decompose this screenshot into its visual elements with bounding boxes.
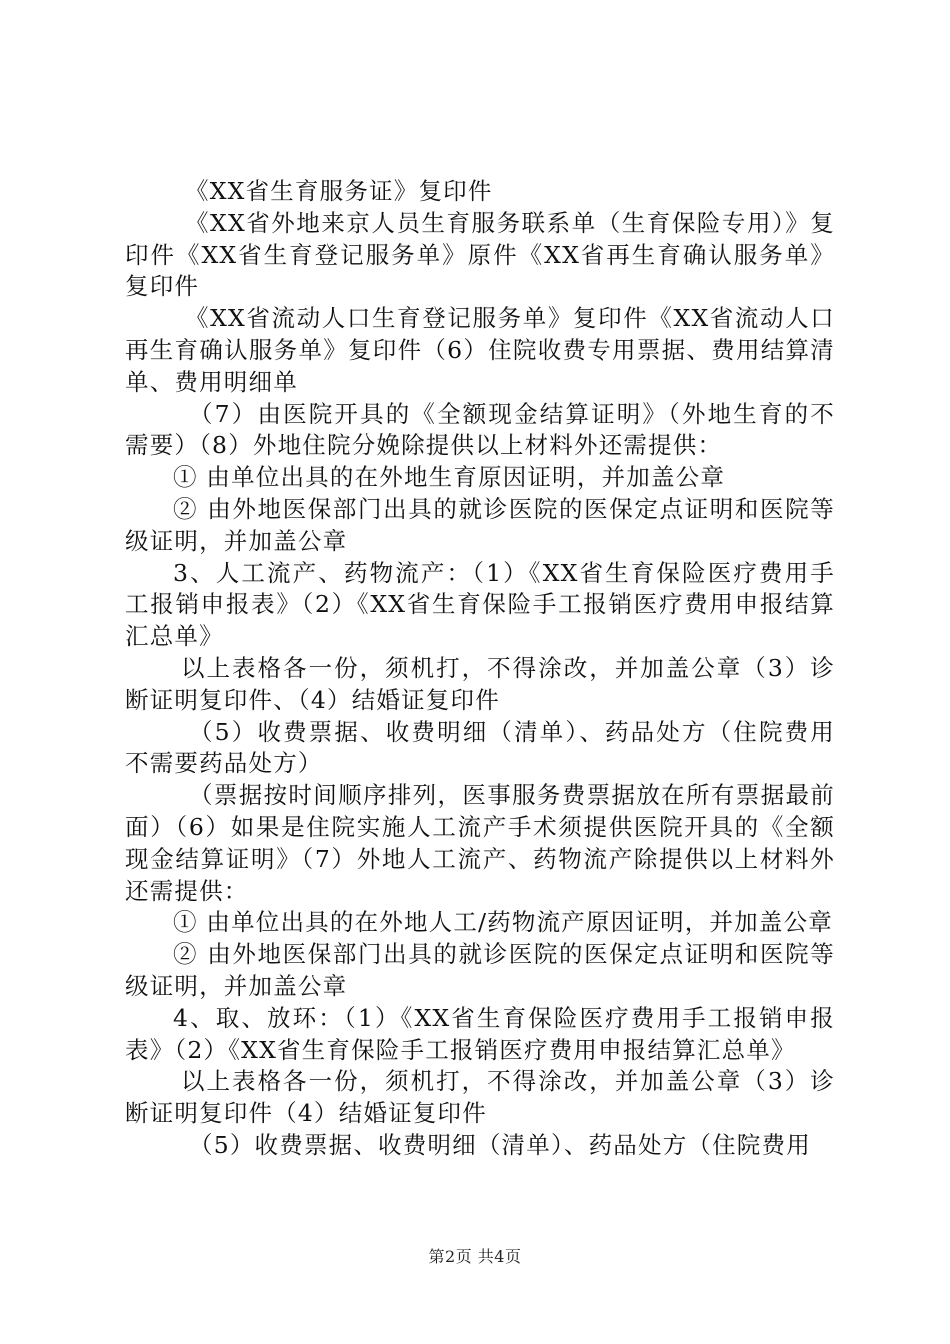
paragraph-8: 以上表格各一份，须机打，不得涂改，并加盖公章（3）诊断证明复印件、（4）结婚证复印件 <box>125 653 835 714</box>
paragraph-15: （5）收费票据、收费明细（清单）、药品处方（住院费用 <box>189 1130 811 1159</box>
paragraph-13: 4、取、放环：（1）《XX省生育保险医疗费用手工报销申报表》（2）《XX省生育保险手工报销医疗费用申报结算汇总单》 <box>125 1003 835 1064</box>
paragraph-5: ① 由单位出具的在外地生育原因证明，并加盖公章 <box>173 463 726 492</box>
paragraph-14: 以上表格各一份，须机打，不得涂改，并加盖公章（3）诊断证明复印件（4）结婚证复印件 <box>125 1067 835 1128</box>
document-body <box>125 176 835 1162</box>
paragraph-9: （5）收费票据、收费明细（清单）、药品处方（住院费用不需要药品处方） <box>125 717 835 778</box>
paragraph-6: ② 由外地医保部门出具的就诊医院的医保定点证明和医院等级证明，并加盖公章 <box>125 494 835 555</box>
page-number-footer: 第2页 共4页 <box>428 1247 522 1266</box>
paragraph-3: 《XX省流动人口生育登记服务单》复印件《XX省流动人口再生育确认服务单》复印件（6）住院收费专用票据、费用结算清单、费用明细单 <box>125 304 835 396</box>
paragraph-1: 《XX省生育服务证》复印件 <box>185 177 493 205</box>
paragraph-4: （7）由医院开具的《全额现金结算证明》（外地生育的不需要）（8）外地住院分娩除提供以上材料外还需提供： <box>125 399 835 460</box>
paragraph-10: （票据按时间顺序排列，医事服务费票据放在所有票据最前面）（6）如果是住院实施人工流产手术须提供医院开具的《全额现金结算证明》（7）外地人工流产、药物流产除提供以上材料外还需提供： <box>125 781 835 905</box>
paragraph-12: ② 由外地医保部门出具的就诊医院的医保定点证明和医院等级证明，并加盖公章 <box>125 940 835 1000</box>
paragraph-7: 3、人工流产、药物流产：（1）《XX省生育保险医疗费用手工报销申报表》（2）《XX省生育保险手工报销医疗费用申报结算汇总单》 <box>125 558 835 651</box>
paragraph-2: 《XX省外地来京人员生育服务联系单（生育保险专用）》复印件《XX省生育登记服务单》原件《XX省再生育确认服务单》复印件 <box>125 208 835 301</box>
paragraph-11: ① 由单位出具的在外地人工/药物流产原因证明，并加盖公章 <box>173 908 833 937</box>
